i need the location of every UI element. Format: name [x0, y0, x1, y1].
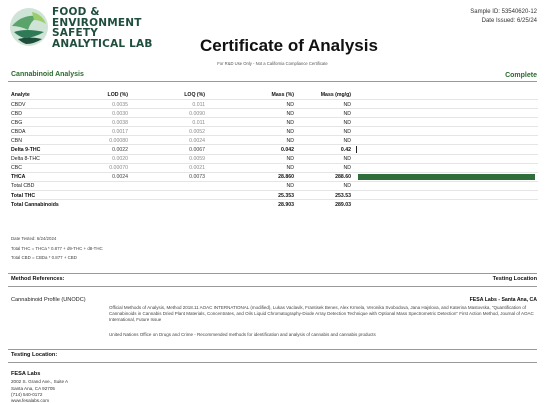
section-divider — [8, 81, 537, 82]
mass-mg-cell: ND — [343, 128, 351, 135]
total-thc-formula: Total THC = THCa * 0.877 + d9-THC + d8-THC — [11, 246, 103, 251]
analyte-cell: CBDV — [11, 101, 26, 108]
lod-cell: 0.0035 — [112, 101, 128, 108]
lod-cell: 0.0020 — [112, 156, 128, 163]
analyte-cell: CBDA — [11, 128, 26, 135]
lab-address-line-1: 2002 S. Grand Ave., Suite A — [11, 379, 69, 384]
method-profile-name: Cannabinoid Profile (UNODC) — [11, 297, 86, 303]
total-cbd-formula: Total CBD = CBDa * 0.877 + CBD — [11, 255, 77, 260]
table-row — [11, 135, 538, 144]
table-row — [11, 154, 538, 163]
mass-pct-cell: 28.903 — [278, 201, 294, 208]
lab-address-line-2: Santa Ana, CA 92705 — [11, 386, 55, 391]
mass-mg-cell: ND — [343, 101, 351, 108]
loq-cell: 0.0059 — [189, 156, 205, 163]
logo-emblem-icon — [8, 6, 50, 48]
rnd-disclaimer: For R&D Use Only - Not a California Compliance Certificate — [217, 61, 328, 66]
methods-divider-top — [8, 273, 537, 274]
report-header — [0, 0, 545, 68]
table-row — [11, 181, 538, 190]
mass-mg-cell: ND — [343, 110, 351, 117]
mass-pct-cell: ND — [286, 101, 294, 108]
cannabinoid-section-title: Cannabinoid Analysis — [11, 71, 84, 78]
mass-pct-cell: ND — [286, 156, 294, 163]
lab-website[interactable]: www.fesalabs.com — [11, 398, 50, 403]
method-references-label: Method References: — [11, 276, 65, 282]
mass-mg-cell: ND — [343, 137, 351, 144]
col-header-lod: LOD (%) — [107, 91, 128, 98]
lod-cell: 0.00070 — [109, 165, 128, 172]
location-divider-bottom — [8, 362, 537, 363]
mass-mg-cell: 289.03 — [335, 201, 351, 208]
mass-pct-cell: 25.353 — [278, 192, 294, 199]
lod-cell: 0.0024 — [112, 174, 128, 181]
mass-mg-cell: 253.53 — [335, 192, 351, 199]
analyte-cell: CBN — [11, 137, 22, 144]
cannabinoid-table — [11, 90, 538, 208]
fesa-logo — [8, 6, 158, 50]
loq-cell: 0.0052 — [189, 128, 205, 135]
status-badge: Complete — [505, 72, 537, 79]
lab-phone: (714) 540-0172 — [11, 392, 43, 397]
mass-mg-cell: ND — [343, 119, 351, 126]
lod-cell: 0.0022 — [112, 147, 128, 154]
analyte-cell: THCA — [11, 174, 26, 181]
loq-cell: 0.0073 — [189, 174, 205, 181]
analyte-cell: Delta 8-THC — [11, 156, 40, 163]
sample-id: Sample ID: 53540620-12 — [470, 9, 537, 15]
table-row — [11, 117, 538, 126]
lod-cell: 0.00080 — [109, 137, 128, 144]
mass-pct-cell: ND — [286, 119, 294, 126]
mass-pct-cell: ND — [286, 137, 294, 144]
analyte-cell: Total Cannabinoids — [11, 201, 59, 208]
analyte-cell: Delta 9-THC — [11, 147, 41, 154]
lod-cell: 0.0030 — [112, 110, 128, 117]
testing-location-heading: Testing Location — [492, 276, 537, 282]
page-title: Certificate of Analysis — [200, 36, 378, 55]
table-row — [11, 126, 538, 135]
logo-wordmark: FOOD & ENVIRONMENT SAFETY ANALYTICAL LAB — [52, 6, 153, 50]
method-reference-aoac: Official Methods of Analysis, Method 2018.11 AOAC INTERNATIONAL (modified), Lukas Vaclavik, Frantisek Benes, Alex Krmela, Veronika Svobodova, Jana Hajslova, and Katerina Mastovska, "Quantification of Cannabinoids in Cannabis Dried Plant Materials, Concentrates, and Oils Liquid Chromatography-Diode Array Detection Technique with Optional Mass Spectrometric Detection" First Action Method, Journal of AOAC International, Future Issue — [109, 305, 534, 323]
col-header-analyte: Analyte — [11, 91, 30, 98]
table-header-row — [11, 90, 538, 99]
loq-cell: 0.011 — [192, 101, 205, 108]
col-header-mass-pct: Mass (%) — [271, 91, 294, 98]
concentration-tick — [356, 146, 357, 153]
analyte-cell: Total THC — [11, 192, 36, 199]
mass-pct-cell: 28.860 — [278, 174, 294, 181]
col-header-mass-mg: Mass (mg/g) — [320, 91, 351, 98]
loq-cell: 0.0067 — [189, 147, 205, 154]
loq-cell: 0.0090 — [189, 110, 205, 117]
table-row — [11, 190, 538, 199]
methods-divider-bottom — [8, 286, 537, 287]
method-lab-location: FESA Labs - Santa Ana, CA — [469, 297, 537, 303]
mass-pct-cell: ND — [286, 165, 294, 172]
mass-mg-cell: ND — [343, 165, 351, 172]
lab-name: FESA Labs — [11, 371, 41, 377]
table-row — [11, 172, 538, 181]
date-issued: Date Issued: 6/25/24 — [481, 18, 537, 24]
mass-pct-cell: ND — [286, 128, 294, 135]
mass-pct-cell: ND — [286, 110, 294, 117]
concentration-bar — [358, 174, 535, 180]
mass-mg-cell: 288.60 — [335, 174, 351, 181]
col-header-loq: LOQ (%) — [184, 91, 205, 98]
analyte-cell: CBC — [11, 165, 22, 172]
location-divider-top — [8, 349, 537, 350]
table-row — [11, 99, 538, 108]
testing-location-label: Testing Location: — [11, 352, 58, 358]
date-tested: Date Tested: 6/24/2024 — [11, 236, 57, 241]
analyte-cell: Total CBD — [11, 183, 35, 190]
table-row — [11, 199, 538, 208]
lod-cell: 0.0017 — [112, 128, 128, 135]
loq-cell: 0.011 — [192, 119, 205, 126]
table-row — [11, 144, 538, 153]
lod-cell: 0.0038 — [112, 119, 128, 126]
mass-mg-cell: ND — [343, 156, 351, 163]
loq-cell: 0.0021 — [189, 165, 205, 172]
analyte-cell: CBG — [11, 119, 23, 126]
method-reference-unodc: United Nations Office on Drugs and Crime - Recommended methods for identification and analysis of cannabis and cannabis products — [109, 332, 376, 337]
mass-pct-cell: ND — [286, 183, 294, 190]
mass-mg-cell: 0.42 — [340, 147, 351, 154]
mass-pct-cell: 0.042 — [281, 147, 294, 154]
analyte-cell: CBD — [11, 110, 22, 117]
table-row — [11, 108, 538, 117]
loq-cell: 0.0024 — [189, 137, 205, 144]
mass-mg-cell: ND — [343, 183, 351, 190]
table-body — [11, 99, 538, 208]
table-row — [11, 163, 538, 172]
